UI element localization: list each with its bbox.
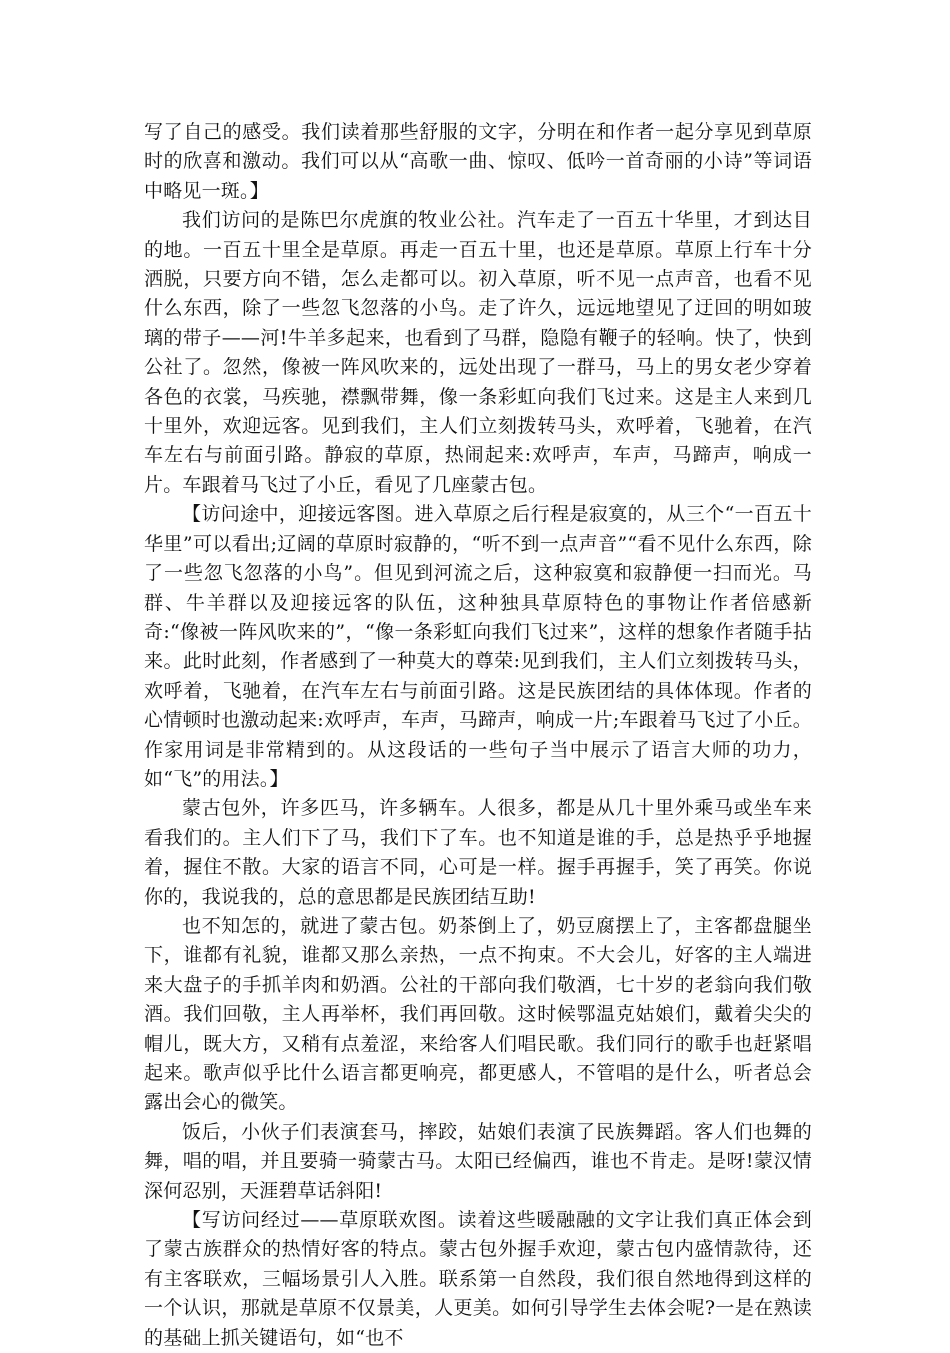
paragraph-visit-comment: 【写访问经过——草原联欢图。读着这些暖融融的文字让我们真正体会到了蒙古族群众的热情好客的特点。蒙古包外握手欢迎，蒙古包内盛情款待，还有主客联欢，三幅场景引人入胜。联系第一自然段，我们很自然地得到这样的一个认识，那就是草原不仅景美，人更美。如何引导学生去体会呢?一是在熟读的基础上抓关键语句，如“也不: [144, 1209, 812, 1349]
paragraph-intro-comment: 写了自己的感受。我们读着那些舒服的文字，分明在和作者一起分享见到草原时的欣喜和激动。我们可以从“高歌一曲、惊叹、低吟一首奇丽的小诗”等词语中略见一斑。】: [144, 121, 812, 202]
paragraph-after-meal: 饭后，小伙子们表演套马，摔跤，姑娘们表演了民族舞蹈。客人们也舞的舞，唱的唱，并且要骑一骑蒙古马。太阳已经偏西，谁也不肯走。是呀!蒙汉情深何忍别，天涯碧草话斜阳!: [144, 1120, 812, 1202]
paragraph-yurt-inside: 也不知怎的，就进了蒙古包。奶茶倒上了，奶豆腐摆上了，主客都盘腿坐下，谁都有礼貌，谁都又那么亲热，一点不拘束。不大会儿，好客的主人端进来大盘子的手抓羊肉和奶酒。公社的干部向我们敬酒，七十岁的老翁向我们敬酒。我们回敬，主人再举杯，我们再回敬。这时候鄂温克姑娘们，戴着尖尖的帽儿，既大方，又稍有点羞涩，来给客人们唱民歌。我们同行的歌手也赶紧唱起来。歌声似乎比什么语言都更响亮，都更感人，不管唱的是什么，听者总会露出会心的微笑。: [144, 914, 812, 1114]
paragraph-yurt-outside: 蒙古包外，许多匹马，许多辆车。人很多，都是从几十里外乘马或坐车来看我们的。主人们下了马，我们下了车。也不知道是谁的手，总是热乎乎地握着，握住不散。大家的语言不同，心可是一样。握手再握手，笑了再笑。你说你的，我说我的，总的意思都是民族团结互助!: [144, 797, 812, 908]
document-page: [144, 118, 812, 1353]
paragraph-journey-comment: 【访问途中，迎接远客图。进入草原之后行程是寂寞的，从三个“一百五十华里”可以看出;辽阔的草原时寂静的，“听不到一点声音”“看不见什么东西，除了一些忽飞忽落的小鸟”。但见到河流之后，这种寂寞和寂静便一扫而光。马群、牛羊群以及迎接远客的队伍，这种独具草原特色的事物让作者倍感新奇:“像被一阵风吹来的”，“像一条彩虹向我们飞过来”，这样的想象作者随手拈来。此时此刻，作者感到了一种莫大的尊荣:见到我们，主人们立刻拨转马头，欢呼着，飞驰着，在汽车左右与前面引路。这是民族团结的具体体现。作者的心情顿时也激动起来:欢呼声，车声，马蹄声，响成一片;车跟着马飞过了小丘。作家用词是非常精到的。从这段话的一些句子当中展示了语言大师的功力，如“飞”的用法。】: [144, 503, 812, 790]
paragraph-journey: 我们访问的是陈巴尔虎旗的牧业公社。汽车走了一百五十华里，才到达目的地。一百五十里全是草原。再走一百五十里，也还是草原。草原上行车十分洒脱，只要方向不错，怎么走都可以。初入草原，听不见一点声音，也看不见什么东西，除了一些忽飞忽落的小鸟。走了许久，远远地望见了迂回的明如玻璃的带子——河!牛羊多起来，也看到了马群，隐隐有鞭子的轻响。快了，快到公社了。忽然，像被一阵风吹来的，远处出现了一群马，马上的男女老少穿着各色的衣裳，马疾驰，襟飘带舞，像一条彩虹向我们飞过来。这是主人来到几十里外，欢迎远客。见到我们，主人们立刻拨转马头，欢呼着，飞驰着，在汽车左右与前面引路。静寂的草原，热闹起来:欢呼声，车声，马蹄声，响成一片。车跟着马飞过了小丘，看见了几座蒙古包。: [144, 209, 812, 496]
